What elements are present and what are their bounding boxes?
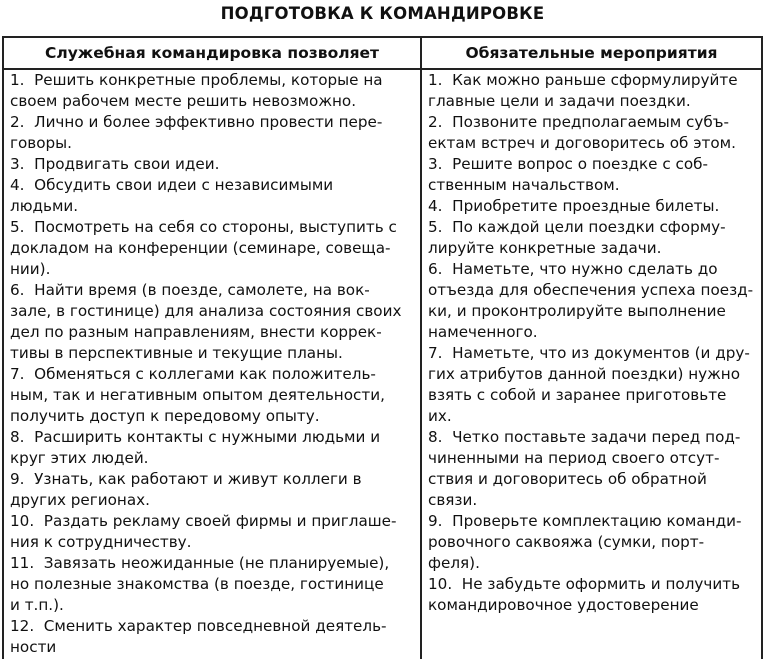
right-line: лируйте конкретные задачи.: [428, 239, 662, 257]
left-line: круг этих людей.: [10, 449, 149, 467]
left-line: зале, в гостинице) для анализа состояния своих: [10, 302, 402, 320]
header-right: Обязательные мероприятия: [465, 44, 718, 62]
right-line: ровочного саквояжа (сумки, порт-: [428, 533, 705, 551]
right-line: их.: [428, 407, 452, 425]
right-line: 5. По каждой цели поездки сформу-: [428, 218, 726, 236]
left-line: ным, так и негативным опытом деятельности,: [10, 386, 385, 404]
left-line: других регионах.: [10, 491, 150, 509]
right-line: феля).: [428, 554, 480, 572]
left-line: получить доступ к передовому опыту.: [10, 407, 320, 425]
left-line: 6. Найти время (в поезде, самолете, на вок-: [10, 281, 370, 299]
right-line: 6. Наметьте, что нужно сделать до: [428, 260, 718, 278]
left-line: 3. Продвигать свои идеи.: [10, 155, 220, 173]
right-line: 1. Как можно раньше сформулируйте: [428, 71, 738, 89]
left-line: дел по разным направлениям, внести коррек-: [10, 323, 382, 341]
right-line: ки, и проконтролируйте выполнение: [428, 302, 726, 320]
left-line: своем рабочем месте решить невозможно.: [10, 92, 357, 110]
right-line: намеченного.: [428, 323, 538, 341]
right-line: ственным начальством.: [428, 176, 620, 194]
left-line: нии).: [10, 260, 51, 278]
right-line: взять с собой и заранее приготовьте: [428, 386, 727, 404]
left-line: но полезные знакомства (в поезде, гостинице: [10, 575, 384, 593]
right-line: отъезда для обеспечения успеха поезд-: [428, 281, 754, 299]
right-line: 10. Не забудьте оформить и получить: [428, 575, 741, 593]
left-column: [10, 70, 416, 658]
right-line: чиненными на период своего отсут-: [428, 449, 720, 467]
left-line: 2. Лично и более эффективно провести пере-: [10, 113, 383, 131]
page-title: ПОДГОТОВКА К КОМАНДИРОВКЕ: [220, 4, 545, 23]
table: [2, 36, 763, 659]
left-line: 8. Расширить контакты с нужными людьми и: [10, 428, 381, 446]
left-line: 12. Сменить характер повседневной деятель-: [10, 617, 387, 635]
table-header-row: [4, 38, 761, 70]
right-line: 3. Решите вопрос о поездке с соб-: [428, 155, 708, 173]
right-line: 7. Наметьте, что из документов (и дру-: [428, 344, 750, 362]
left-line: 7. Обменяться с коллегами как положитель-: [10, 365, 376, 383]
right-line: ствия и договоритесь об обратной: [428, 470, 707, 488]
right-line: 2. Позвоните предполагаемым субъ-: [428, 113, 729, 131]
right-line: гих атрибутов данной поездки) нужно: [428, 365, 741, 383]
left-line: докладом на конференции (семинаре, совеща-: [10, 239, 391, 257]
right-column: [428, 70, 760, 616]
left-line: ния к сотрудничеству.: [10, 533, 192, 551]
left-line: 4. Обсудить свои идеи с независимыми: [10, 176, 334, 194]
right-line: ектам встреч и договоритесь об этом.: [428, 134, 736, 152]
right-line: 4. Приобретите проездные билеты.: [428, 197, 720, 215]
header-left: Служебная командировка позволяет: [44, 44, 380, 62]
left-line: 9. Узнать, как работают и живут коллеги в: [10, 470, 362, 488]
left-line: 10. Раздать рекламу своей фирмы и приглаше-: [10, 512, 397, 530]
left-line: 1. Решить конкретные проблемы, которые на: [10, 71, 383, 89]
left-line: 11. Завязать неожиданные (не планируемые),: [10, 554, 390, 572]
right-line: 9. Проверьте комплектацию команди-: [428, 512, 742, 530]
left-line: тивы в перспективные и текущие планы.: [10, 344, 343, 362]
left-line: говоры.: [10, 134, 72, 152]
right-line: командировочное удостоверение: [428, 596, 699, 614]
column-divider: [420, 38, 422, 659]
right-line: главные цели и задачи поездки.: [428, 92, 691, 110]
left-line: и т.п.).: [10, 596, 64, 614]
left-line: людьми.: [10, 197, 79, 215]
right-line: 8. Четко поставьте задачи перед под-: [428, 428, 741, 446]
left-line: 5. Посмотреть на себя со стороны, выступить с: [10, 218, 397, 236]
left-line: ности: [10, 638, 57, 656]
right-line: связи.: [428, 491, 478, 509]
